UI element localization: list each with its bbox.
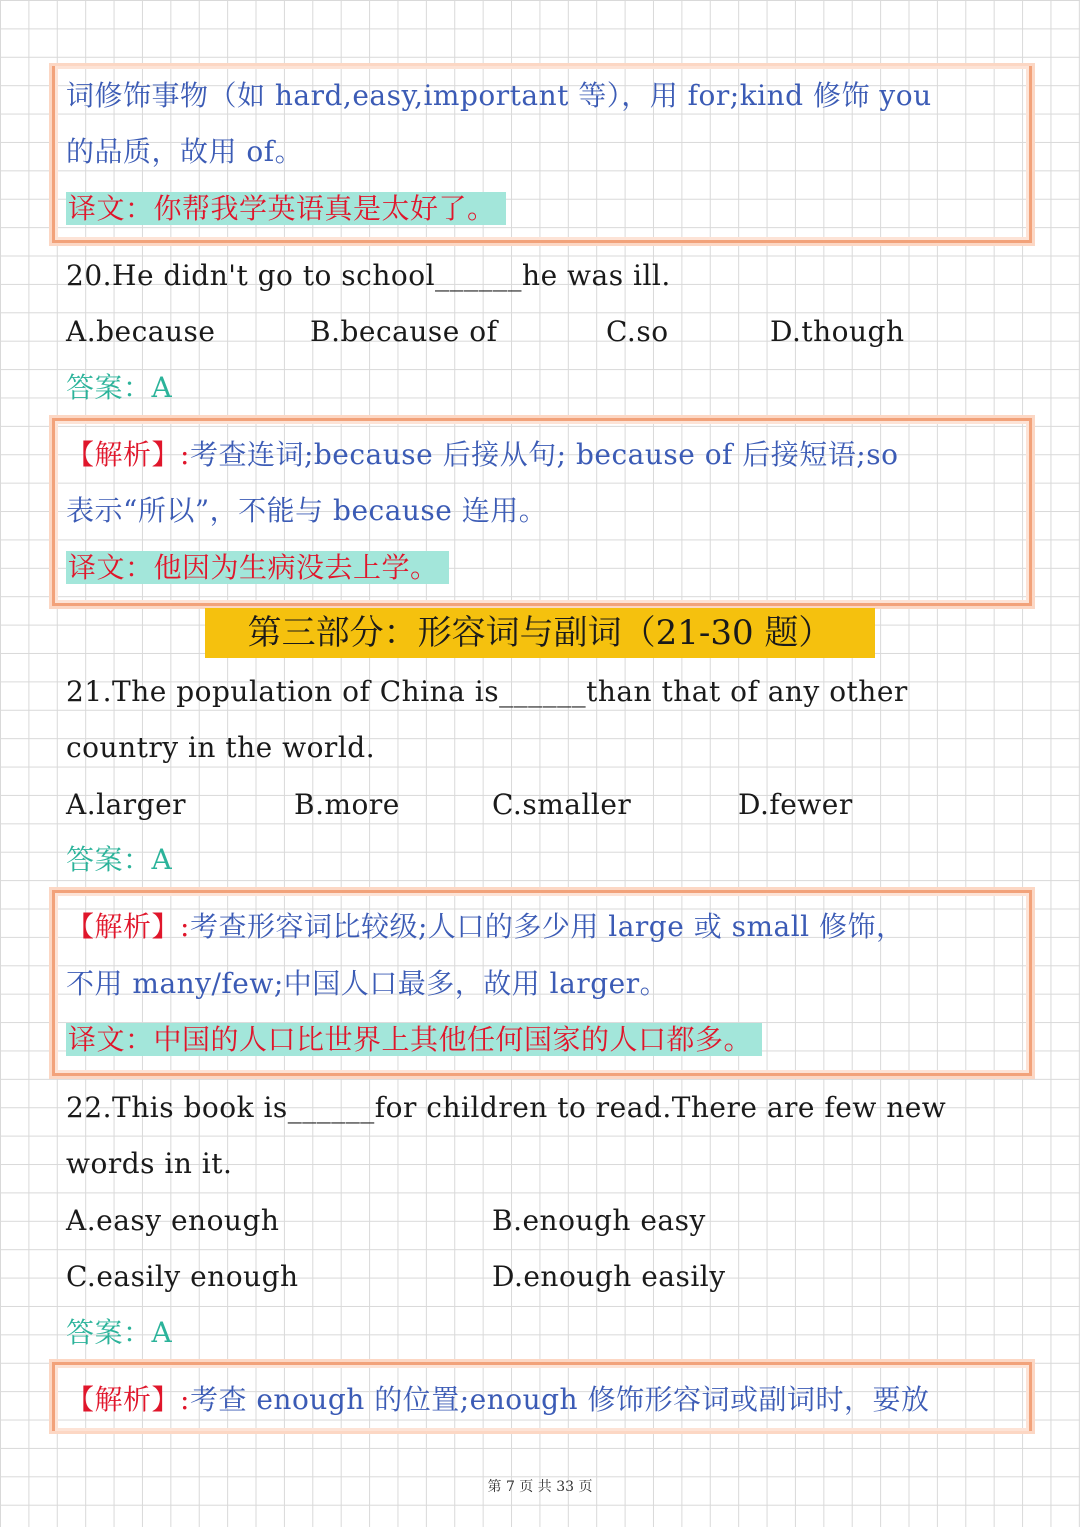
translation-text: 译文：你帮我学英语真是太好了。 [66, 192, 506, 225]
question-text: 21.The population of China is______than that of any other [66, 675, 908, 708]
analysis-content: 考查 enough 的位置;enough 修饰形容词或副词时，要放 [189, 1383, 930, 1416]
analysis-line: 表示“所以”，不能与 because 连用。 [66, 494, 548, 527]
answer-text: 答案：A [66, 371, 173, 404]
analysis-line [66, 1372, 929, 1428]
option-a: A.larger [66, 788, 187, 821]
analysis-line: 不用 many/few;中国人口最多，故用 larger。 [66, 967, 669, 1000]
analysis-content: 考查形容词比较级;人口的多少用 large 或 small 修饰， [189, 910, 905, 943]
translation-text: 译文：中国的人口比世界上其他任何国家的人口都多。 [66, 1023, 762, 1056]
option-a: A.easy enough [66, 1204, 280, 1237]
section-title: 第三部分：形容词与副词（21-30 题） [205, 608, 875, 658]
analysis-line [66, 427, 898, 483]
option-d: D.fewer [738, 788, 853, 821]
translation-line [66, 181, 506, 237]
option-c: C.smaller [492, 788, 632, 821]
option-b: B.more [294, 788, 400, 821]
option-c: C.so [606, 315, 669, 348]
option-a: A.because [66, 315, 216, 348]
translation-text: 译文：他因为生病没去上学。 [66, 551, 449, 584]
option-b: B.enough easy [492, 1204, 706, 1237]
option-d: D.enough easily [492, 1260, 726, 1293]
page-footer: 第 7 页 共 33 页 [487, 1479, 593, 1495]
answer-text: 答案：A [66, 843, 173, 876]
analysis-line: 词修饰事物（如 hard,easy,important 等），用 for;kind 修饰 you [66, 79, 932, 112]
translation-line [66, 1012, 762, 1068]
option-c: C.easily enough [66, 1260, 299, 1293]
translation-line [66, 540, 449, 596]
option-b: B.because of [310, 315, 498, 348]
analysis-content: 考查连词;because 后接从句; because of 后接短语;so [189, 438, 899, 471]
analysis-line: 的品质，故用 of。 [66, 135, 304, 168]
question-text: 20.He didn't go to school______he was ill. [66, 259, 671, 292]
analysis-tag: 【解析】: [66, 1383, 190, 1416]
question-text: 22.This book is______for children to read.There are few new [66, 1091, 947, 1124]
analysis-line [66, 899, 905, 955]
question-text: country in the world. [66, 731, 376, 764]
question-text: words in it. [66, 1147, 233, 1180]
option-d: D.though [770, 315, 905, 348]
analysis-tag: 【解析】: [66, 910, 190, 943]
analysis-tag: 【解析】: [66, 438, 190, 471]
answer-text: 答案：A [66, 1316, 173, 1349]
